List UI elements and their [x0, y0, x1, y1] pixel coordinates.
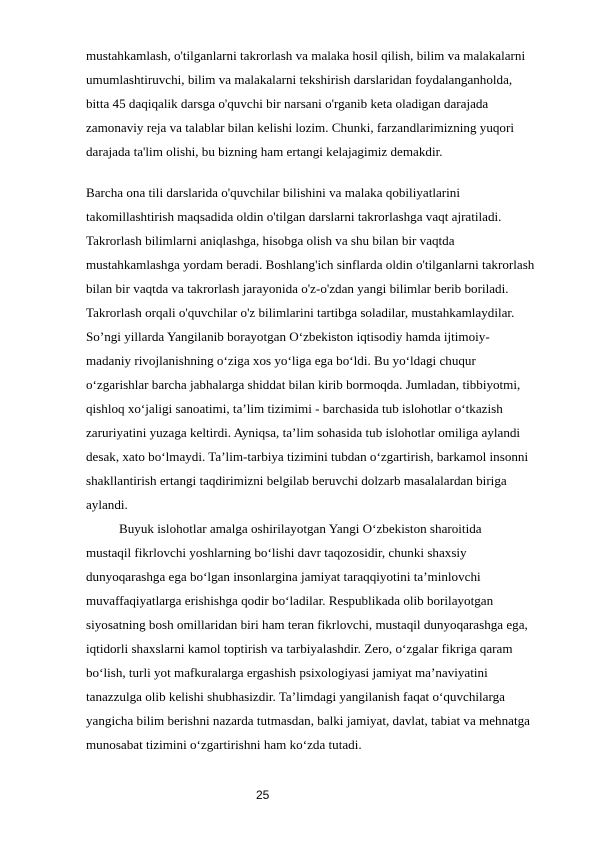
page-number: 25	[256, 788, 270, 802]
text-line: siyosatning bosh omillaridan biri ham teran fikrlovchi, mustaqil dunyoqarashga ega,	[86, 617, 528, 632]
text-line: iqtidorli shaxslarni kamol toptirish va tarbiyalashdir. Zero, o‘zgalar fikriga qaram	[86, 641, 513, 656]
text-line: dunyoqarashga ega bo‘lgan insonlargina jamiyat taraqqiyotini ta’minlovchi	[86, 569, 481, 584]
text-line: tanazzulga olib kelishi shubhasizdir. Ta’limdagi yangilanish faqat o‘quvchilarga	[86, 689, 505, 704]
text-line: yangicha bilim berishni nazarda tutmasdan, balki jamiyat, davlat, tabiat va mehnatga	[86, 713, 530, 728]
text-line: takomillashtirish maqsadida oldin o'tilgan darslarni takrorlashga vaqt ajratiladi.	[86, 209, 502, 224]
text-line: darajada ta'lim olishi, bu bizning ham ertangi kelajagimiz demakdir.	[86, 144, 443, 159]
text-line: bitta 45 daqiqalik darsga o'quvchi bir narsani o'rganib keta oladigan darajada	[86, 96, 489, 111]
text-line: shakllantirish ertangi taqdirimizni belgilab beruvchi dolzarb masalalardan biriga	[86, 473, 507, 488]
text-line: Barcha ona tili darslarida o'quvchilar bilishini va malaka qobiliyatlarini	[86, 185, 460, 200]
text-line: munosabat tizimini o‘zgartirishni ham ko‘zda tutadi.	[86, 737, 362, 752]
text-line: qishloq xo‘jaligi sanoatimi, ta’lim tizimimi - barchasida tub islohotlar o‘tkazish	[86, 401, 503, 416]
text-line: Takrorlash orqali o'quvchilar o'z bilimlarini tartibga soladilar, mustahkamlaydilar.	[86, 305, 515, 320]
text-line: mustaqil fikrlovchi yoshlarning bo‘lishi davr taqozosidir, chunki shaxsiy	[86, 545, 467, 560]
text-line: zaruriyatini yuzaga keltirdi. Ayniqsa, ta’lim sohasida tub islohotlar omiliga aylandi	[86, 425, 521, 440]
text-line: zamonaviy reja va talablar bilan kelishi lozim. Chunki, farzandlarimizning yuqori	[86, 120, 514, 135]
text-line: aylandi.	[86, 497, 128, 512]
text-line: desak, xato bo‘lmaydi. Ta’lim-tarbiya tizimini tubdan o‘zgartirish, barkamol insonni	[86, 449, 529, 464]
text-line: o‘zgarishlar barcha jabhalarga shiddat bilan kirib bormoqda. Jumladan, tibbiyotmi,	[86, 377, 521, 392]
text-line: Takrorlash bilimlarni aniqlashga, hisobga olish va shu bilan bir vaqtda	[86, 233, 455, 248]
text-line: mustahkamlashga yordam beradi. Boshlang'ich sinflarda oldin o'tilganlarni takrorlash	[86, 257, 535, 272]
text-line: So’ngi yillarda Yangilanib borayotgan O‘zbekiston iqtisodiy hamda ijtimoiy-	[86, 329, 490, 344]
text-line: bo‘lish, turli yot mafkuralarga ergashish psixologiyasi jamiyat ma’naviyatini	[86, 665, 488, 680]
text-line: muvaffaqiyatlarga erishishga qodir bo‘ladilar. Respublikada olib borilayotgan	[86, 593, 494, 608]
text-line: mustahkamlash, o'tilganlarni takrorlash va malaka hosil qilish, bilim va malakalarni	[86, 48, 526, 63]
text-line: madaniy rivojlanishning o‘ziga xos yo‘liga ega bo‘ldi. Bu yo‘ldagi chuqur	[86, 353, 476, 368]
text-line-indented: Buyuk islohotlar amalga oshirilayotgan Yangi O‘zbekiston sharoitida	[119, 521, 482, 536]
text-line: umumlashtiruvchi, bilim va malakalarni tekshirish darslaridan foydalanganholda,	[86, 72, 513, 87]
text-line: bilan bir vaqtda va takrorlash jarayonida o'z-o'zdan yangi bilimlar berib boriladi.	[86, 281, 509, 296]
